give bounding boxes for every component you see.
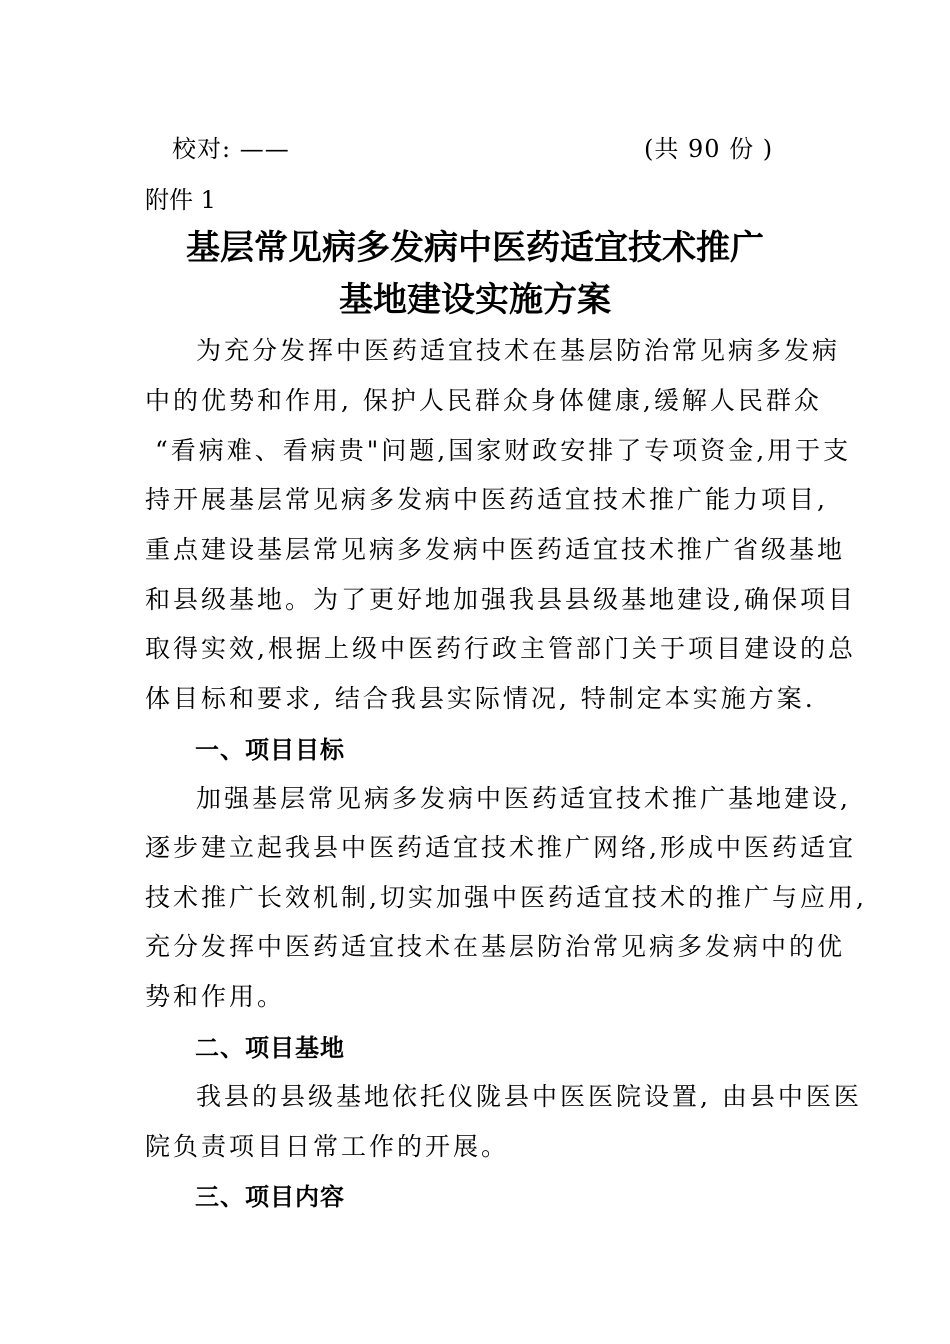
section1-line: 加强基层常见病多发病中医药适宜技术推广基地建设, (196, 784, 851, 813)
intro-line: 和县级基地。为了更好地加强我县县级基地建设,确保项目 (145, 585, 856, 614)
section-heading-goals: 一、项目目标 (195, 736, 345, 764)
intro-line: 重点建设基层常见病多发病中医药适宜技术推广省级基地 (145, 535, 846, 564)
section1-line: 充分发挥中医药适宜技术在基层防治常见病多发病中的优 (145, 932, 846, 961)
section-heading-content: 三、项目内容 (195, 1183, 345, 1211)
proofread-label: 校对: —— (172, 135, 290, 163)
intro-line: “看病难、看病贵"问题,国家财政安排了专项资金,用于支 (155, 436, 852, 465)
intro-line: 中的优势和作用, 保护人民群众身体健康,缓解人民群众 (145, 386, 822, 415)
copies-count: (共 90 份 ) (644, 135, 774, 163)
section2-line: 我县的县级基地依托仪陇县中医医院设置, 由县中医医 (196, 1082, 862, 1111)
attachment-label: 附件 1 (145, 186, 216, 214)
document-title-line-1: 基层常见病多发病中医药适宜技术推广 (186, 228, 764, 268)
intro-line: 为充分发挥中医药适宜技术在基层防治常见病多发病 (196, 336, 841, 365)
section2-line: 院负责项目日常工作的开展。 (145, 1132, 510, 1161)
section1-line: 势和作用。 (145, 982, 286, 1011)
intro-line: 取得实效,根据上级中医药行政主管部门关于项目建设的总 (145, 634, 856, 663)
section1-line: 逐步建立起我县中医药适宜技术推广网络,形成中医药适宜 (145, 833, 856, 862)
section1-line: 技术推广长效机制,切实加强中医药适宜技术的推广与应用, (145, 883, 867, 912)
intro-line: 持开展基层常见病多发病中医药适宜技术推广能力项目, (145, 485, 828, 514)
document-title-line-2: 基地建设实施方案 (339, 280, 611, 320)
section-heading-base: 二、项目基地 (195, 1034, 345, 1062)
intro-line: 体目标和要求, 结合我县实际情况, 特制定本实施方案. (145, 684, 816, 713)
